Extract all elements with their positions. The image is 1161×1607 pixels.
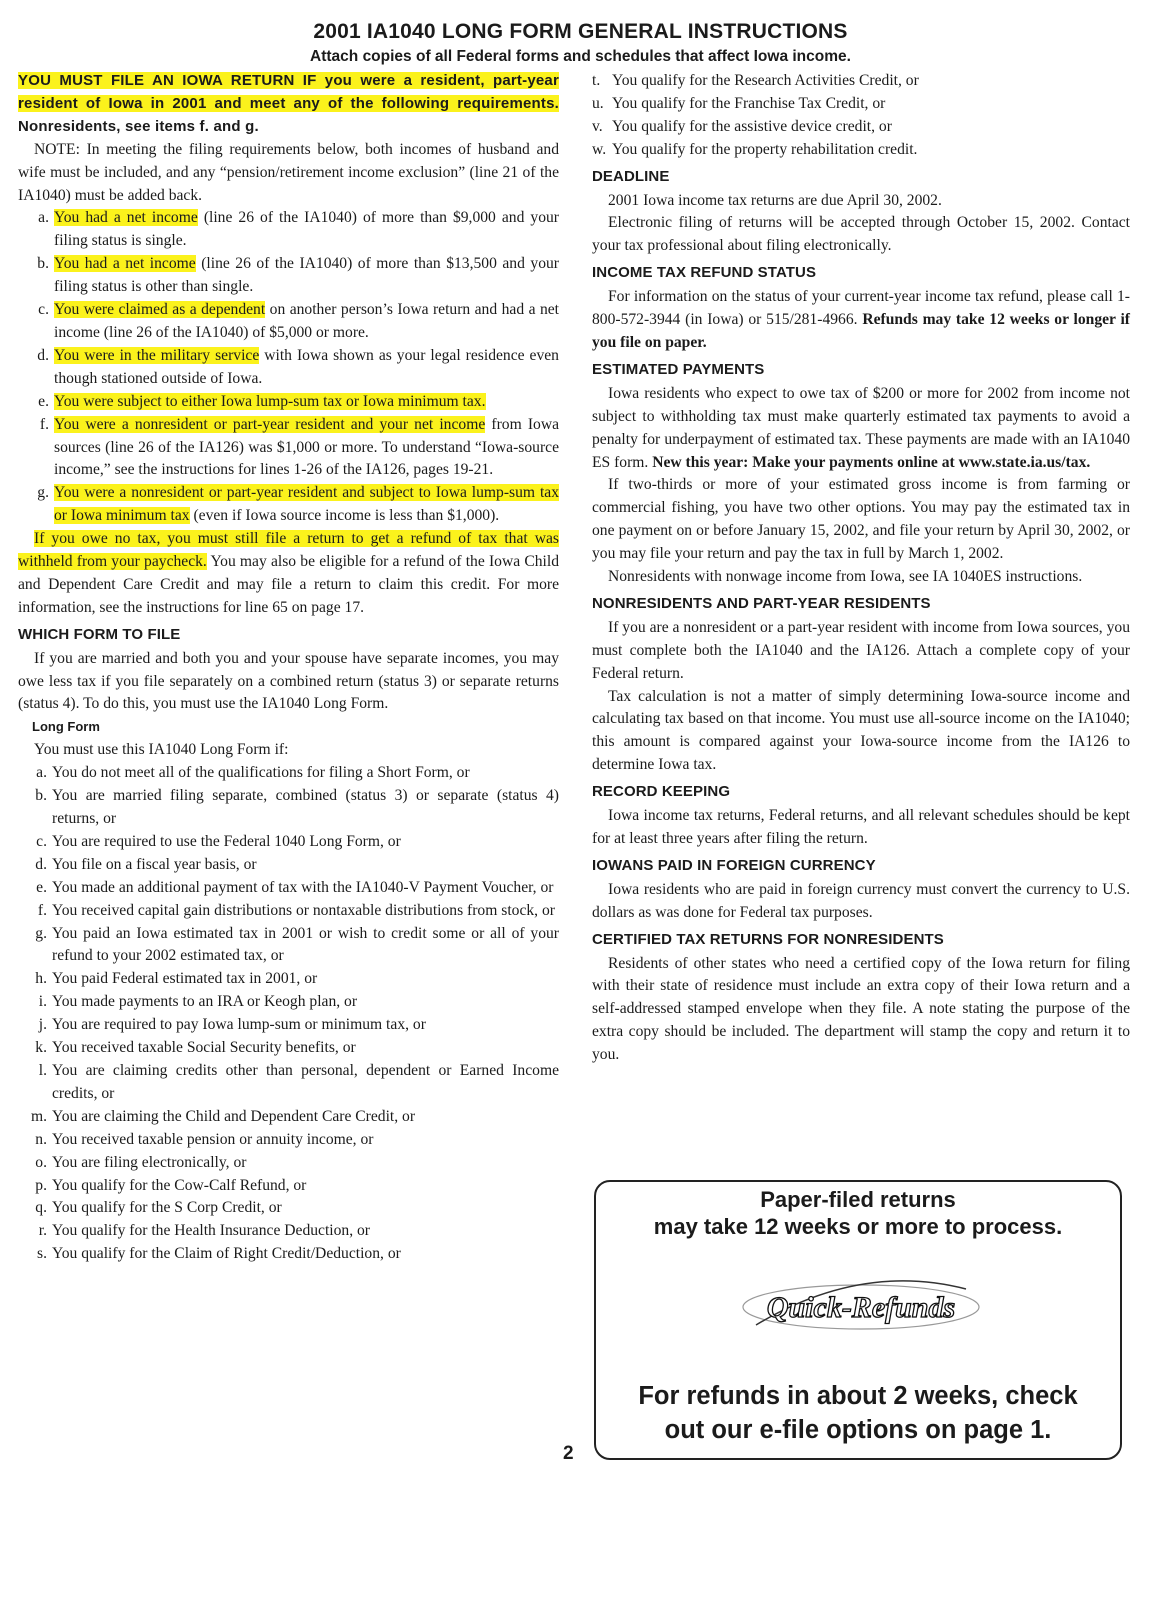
estimated-online-note: New this year: Make your payments online at www.state.ia.us/tax. xyxy=(652,453,1091,471)
long-form-item-letter: p. xyxy=(35,1176,47,1194)
long-form-item xyxy=(18,923,559,969)
long-form-item-letter: e. xyxy=(36,878,47,896)
callout-line-3: For refunds in about 2 weeks, check xyxy=(638,1382,1078,1410)
long-form-item-letter: f. xyxy=(37,901,47,919)
callout-line-4: out our e-file options on page 1. xyxy=(664,1416,1052,1444)
page-number: 2 xyxy=(563,1443,574,1464)
nonresidents-heading: NONRESIDENTS AND PART-YEAR RESIDENTS xyxy=(592,594,931,612)
foreign-currency-heading: IOWANS PAID IN FOREIGN CURRENCY xyxy=(592,856,876,874)
requirement-item-letter: b. xyxy=(37,255,49,273)
long-form-item-text: You received taxable Social Security benefits, or xyxy=(52,1039,356,1057)
long-form-cont-item-text: You qualify for the property rehabilitation credit. xyxy=(612,140,918,158)
long-form-item xyxy=(18,831,559,854)
requirement-item-rest: (even if Iowa source income is less than $1,000). xyxy=(189,507,500,525)
requirement-item-text xyxy=(54,391,559,414)
long-form-item xyxy=(18,854,559,877)
long-form-item-text: You file on a fiscal year basis, or xyxy=(52,855,257,873)
long-form-cont-item-letter: v. xyxy=(592,117,603,135)
estimated-paragraph-3: Nonresidents with nonwage income from Iowa, see IA 1040ES instructions. xyxy=(608,568,1083,586)
requirement-item xyxy=(18,482,559,528)
must-file-paragraph xyxy=(18,70,559,139)
deadline-heading: DEADLINE xyxy=(592,167,670,185)
long-form-cont-item xyxy=(592,139,1130,162)
requirement-item-letter: d. xyxy=(37,346,49,364)
requirement-item xyxy=(18,207,559,253)
long-form-item-letter: q. xyxy=(35,1199,47,1217)
requirement-item-rest: (line 26 of the IA1040) of more than $13,500 and your filing status is other than single. xyxy=(54,255,559,296)
estimated-paragraph-1 xyxy=(592,383,1130,475)
long-form-item-text: You qualify for the S Corp Credit, or xyxy=(52,1199,282,1217)
requirement-item-text xyxy=(54,299,559,345)
long-form-cont-item-text: You qualify for the Franchise Tax Credit, or xyxy=(612,94,886,112)
requirement-item-rest: (line 26 of the IA1040) of more than $9,000 and your filing status is single. xyxy=(54,209,559,250)
long-form-cont-item xyxy=(592,93,1130,116)
long-form-item xyxy=(18,968,559,991)
long-form-cont-item xyxy=(592,116,1130,139)
which-form-paragraph: If you are married and both you and your spouse have separate incomes, you may owe less tax if you file separately on a combined return (status 3) or separate returns (status 4). To do this, you must use the IA1040 Long Form. xyxy=(18,649,559,713)
long-form-item xyxy=(18,1197,559,1220)
long-form-item-letter: i. xyxy=(38,993,47,1011)
requirement-item-highlight: You were a nonresident or part-year resident and subject to Iowa lump-sum tax or Iowa minimum tax xyxy=(54,484,559,525)
requirement-item-rest: from Iowa sources (line 26 of the IA126) was $1,000 or more. To understand “Iowa-source income,” see the instructions for lines 1-26 of the IA126, pages 19-21. xyxy=(54,415,559,479)
long-form-item xyxy=(18,785,559,831)
requirement-item-text xyxy=(54,482,559,528)
estimated-text-1: Iowa residents who expect to owe tax of $200 or more for 2002 from income not subject to withholding tax must make quarterly estimated tax payments to avoid a penalty for underpayment of estimated tax. These payments are made with an IA1040 ES form. xyxy=(592,384,1130,471)
requirement-item xyxy=(18,391,559,414)
long-form-cont-item xyxy=(592,70,1130,93)
long-form-item-letter: d. xyxy=(35,855,47,873)
requirement-item-highlight: You were claimed as a dependent xyxy=(54,301,266,319)
requirement-item xyxy=(18,345,559,391)
long-form-item-text: You are claiming credits other than personal, dependent or Earned Income credits, or xyxy=(52,1061,559,1102)
long-form-item-text: You qualify for the Cow-Calf Refund, or xyxy=(52,1176,307,1194)
long-form-cont-item-text: You qualify for the assistive device credit, or xyxy=(612,117,892,135)
long-form-item xyxy=(18,762,559,785)
long-form-item-letter: k. xyxy=(35,1039,47,1057)
nonresidents-paragraph-1: If you are a nonresident or a part-year resident with income from Iowa sources, you must complete both the IA1040 and the IA126. Attach a complete copy of your Federal return. xyxy=(592,618,1130,682)
refund-paragraph xyxy=(18,528,559,620)
requirement-item-highlight: You had a net income xyxy=(54,255,196,273)
long-form-item-letter: c. xyxy=(36,832,47,850)
long-form-item xyxy=(18,1106,559,1129)
requirement-item xyxy=(18,253,559,299)
requirement-item-text xyxy=(54,345,559,391)
which-form-heading: WHICH FORM TO FILE xyxy=(18,625,181,643)
long-form-item xyxy=(18,1014,559,1037)
long-form-item-text: You made payments to an IRA or Keogh plan, or xyxy=(52,993,358,1011)
long-form-item-letter: b. xyxy=(35,787,47,805)
certified-returns-heading: CERTIFIED TAX RETURNS FOR NONRESIDENTS xyxy=(592,930,944,948)
long-form-item-letter: s. xyxy=(37,1245,47,1263)
long-form-item-text: You are required to use the Federal 1040 Long Form, or xyxy=(52,832,401,850)
long-form-item-letter: g. xyxy=(35,924,47,942)
long-form-item xyxy=(18,1060,559,1106)
requirement-item-highlight: You were in the military service xyxy=(54,346,260,364)
long-form-item-text: You received taxable pension or annuity income, or xyxy=(52,1130,374,1148)
requirement-item-highlight: You were subject to either Iowa lump-sum tax or Iowa minimum tax. xyxy=(54,392,486,410)
refund-highlight: If you owe no tax, you must still file a return to get a refund of tax that was withheld from your paycheck. xyxy=(18,530,559,571)
estimated-paragraph-2: If two-thirds or more of your estimated gross income is from farming or commercial fishing, you have two other options. You may pay the estimated tax in one payment on or before January 15, 2002, and file your return by April 30, 2002, or you may file your return and pay the tax in full by March 1, 2002. xyxy=(592,476,1130,563)
requirement-item-letter: c. xyxy=(38,301,49,319)
long-form-item xyxy=(18,991,559,1014)
record-keeping-heading: RECORD KEEPING xyxy=(592,783,731,801)
long-form-item-letter: h. xyxy=(35,970,47,988)
long-form-item-text: You qualify for the Claim of Right Credit/Deduction, or xyxy=(52,1245,401,1263)
estimated-heading: ESTIMATED PAYMENTS xyxy=(592,360,765,378)
long-form-item xyxy=(18,1243,559,1266)
requirement-item-text xyxy=(54,207,559,253)
long-form-cont-item-letter: w. xyxy=(592,140,607,158)
refund-status-heading: INCOME TAX REFUND STATUS xyxy=(592,264,817,282)
refund-tail: You may also be eligible for a refund of the Iowa Child and Dependent Care Credit and may file a return to claim this credit. For more information, see the instructions for line 65 on page 17. xyxy=(18,553,559,616)
quick-refunds-logo-text: Quick-Refunds xyxy=(766,1291,956,1324)
certified-returns-paragraph: Residents of other states who need a certified copy of the Iowa return for filing with their state of residence must include an extra copy of their Iowa return and a self-addressed stamped envelope when they file. A note stating the purpose of the extra copy should be included. The department will stamp the copy and return it to you. xyxy=(592,954,1130,1064)
long-form-intro: You must use this IA1040 Long Form if: xyxy=(34,741,289,759)
requirement-item xyxy=(18,299,559,345)
requirement-item-text xyxy=(54,253,559,299)
long-form-item-letter: l. xyxy=(38,1061,47,1079)
long-form-item-text: You are required to pay Iowa lump-sum or minimum tax, or xyxy=(52,1016,426,1034)
deadline-paragraph-1: 2001 Iowa income tax returns are due April 30, 2002. xyxy=(608,191,942,209)
nonresidents-paragraph-2: Tax calculation is not a matter of simply determining Iowa-source income and calculating tax based on that income. You must use all-source income on the IA1040; this amount is compared against your Iowa-source income from the IA126 to determine Iowa tax. xyxy=(592,687,1130,774)
long-form-list xyxy=(18,762,559,1266)
requirement-item-letter: f. xyxy=(39,415,49,433)
requirement-item-letter: e. xyxy=(38,392,49,410)
requirement-item-rest: on another person’s Iowa return and had a net income (line 26 of the IA1040) of $5,000 or more. xyxy=(54,301,559,341)
long-form-item-text: You qualify for the Health Insurance Deduction, or xyxy=(52,1222,371,1240)
long-form-heading: Long Form xyxy=(32,719,100,735)
must-file-highlight: YOU MUST FILE AN IOWA RETURN IF you were a resident, part-year resident of Iowa in 2001 and meet any of the following requirements. xyxy=(18,72,559,112)
must-file-tail: Nonresidents, see items f. and g. xyxy=(18,117,259,135)
callout-line-1: Paper-filed returns xyxy=(760,1187,956,1212)
long-form-item xyxy=(18,1175,559,1198)
long-form-list-continued xyxy=(592,70,1130,162)
long-form-item xyxy=(18,900,559,923)
requirement-item-text xyxy=(54,414,559,483)
long-form-item-letter: o. xyxy=(35,1153,47,1171)
long-form-item-text: You made an additional payment of tax with the IA1040-V Payment Voucher, or xyxy=(52,878,554,896)
requirement-item-highlight: You had a net income xyxy=(54,209,198,227)
long-form-item-text: You paid an Iowa estimated tax in 2001 or wish to credit some or all of your refund to your 2002 estimated tax, or xyxy=(52,924,559,965)
long-form-item-text: You are claiming the Child and Dependent Care Credit, or xyxy=(52,1107,416,1125)
foreign-currency-paragraph: Iowa residents who are paid in foreign currency must convert the currency to U.S. dollars as was done for Federal tax purposes. xyxy=(592,880,1130,921)
long-form-item-letter: m. xyxy=(30,1107,47,1125)
record-keeping-paragraph: Iowa income tax returns, Federal returns, and all relevant schedules should be kept for at least three years after filing the return. xyxy=(592,807,1130,847)
right-column xyxy=(592,70,1130,1067)
long-form-item xyxy=(18,1037,559,1060)
deadline-paragraph-2: Electronic filing of returns will be accepted through October 15, 2002. Contact your tax professional about filing electronically. xyxy=(592,214,1130,255)
requirement-item-rest: with Iowa shown as your legal residence even though stationed outside of Iowa. xyxy=(54,346,559,387)
long-form-item xyxy=(18,877,559,900)
requirements-list xyxy=(18,207,559,528)
long-form-item-letter: a. xyxy=(36,764,47,782)
long-form-item-text: You are married filing separate, combined (status 3) or separate (status 4) returns, or xyxy=(52,787,559,827)
requirement-item-letter: g. xyxy=(37,484,49,502)
long-form-item-text: You received capital gain distributions or nontaxable distributions from stock, or xyxy=(52,901,555,919)
long-form-item xyxy=(18,1152,559,1175)
left-column xyxy=(18,70,559,1266)
long-form-cont-item-letter: u. xyxy=(592,94,604,112)
page-title: 2001 IA1040 LONG FORM GENERAL INSTRUCTIONS xyxy=(313,20,848,43)
long-form-cont-item-letter: t. xyxy=(592,72,601,89)
page-subtitle: Attach copies of all Federal forms and schedules that affect Iowa income. xyxy=(310,48,851,65)
long-form-item xyxy=(18,1220,559,1243)
long-form-cont-item-text: You qualify for the Research Activities Credit, or xyxy=(612,72,919,89)
long-form-item-letter: r. xyxy=(38,1222,47,1240)
refund-status-text: For information on the status of your current-year income tax refund, please call 1-800-572-3944 (in Iowa) or 515/281-4966. xyxy=(592,288,1130,329)
long-form-item-text: You paid Federal estimated tax in 2001, or xyxy=(52,970,318,988)
requirement-item xyxy=(18,414,559,483)
note-paragraph: NOTE: In meeting the filing requirements below, both incomes of husband and wife must be included, and any “pension/retirement income exclusion” (line 21 of the IA1040) must be added back. xyxy=(18,140,559,204)
quick-refunds-logo xyxy=(736,1267,986,1347)
long-form-item-text: You do not meet all of the qualifications for filing a Short Form, or xyxy=(52,764,470,782)
refund-status-paragraph xyxy=(592,286,1130,355)
refund-status-bold: Refunds may take 12 weeks or longer if you file on paper. xyxy=(592,311,1130,351)
long-form-item-letter: n. xyxy=(35,1130,47,1148)
callout-line-2: may take 12 weeks or more to process. xyxy=(653,1214,1063,1239)
requirement-item-letter: a. xyxy=(38,209,49,227)
long-form-item xyxy=(18,1129,559,1152)
efile-callout-box xyxy=(594,1180,1122,1460)
long-form-item-text: You are filing electronically, or xyxy=(52,1153,247,1171)
requirement-item-highlight: You were a nonresident or part-year resident and your net income xyxy=(54,415,486,433)
long-form-item-letter: j. xyxy=(38,1016,47,1034)
